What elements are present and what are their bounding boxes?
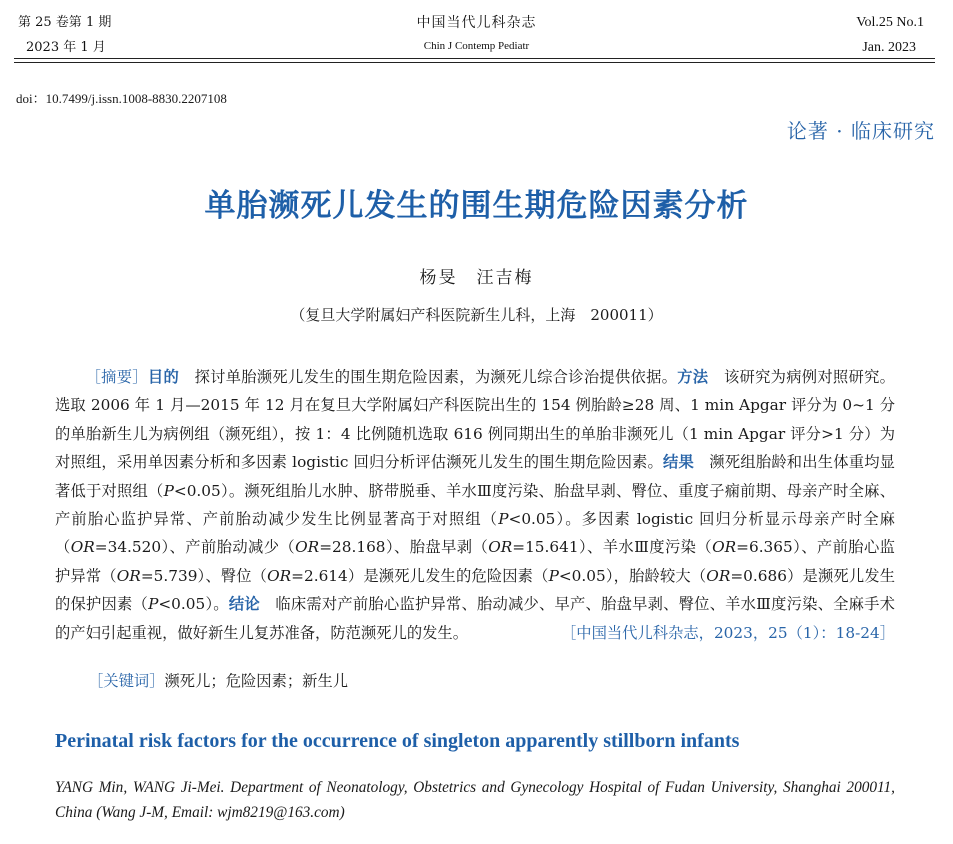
conclusions-text: 临床需对产前胎心监护异常、胎动减少、早产、胎盘早剥、臀位、羊水Ⅲ度污染、全麻手术的产妇引起重视，做好新生儿复苏准备，防范濒死儿的发生。 xyxy=(55,595,895,642)
abstract-label: ［摘要］ xyxy=(85,368,148,386)
methods-label: 方法 xyxy=(677,368,709,386)
or-symbol: OR xyxy=(70,538,95,557)
citation: ［中国当代儿科杂志，2023，25（1）：18-24］ xyxy=(560,623,895,642)
methods-text: 该研究为病例对照研究。选取 2006 年 1 月—2015 年 12 月在复旦大学附属妇产科医院出生的 154 例胎龄≥28 周、1 min Apgar 评分为 0~1 分的单胎新生儿为病例组（濒死组），按 1：4 比例随机选取 616 例同期出生的单胎非濒死儿（1 min Apgar 评分>1 分）为对照组，采用单因素分析和多因素 logistic 回归分析评估濒死儿发生的围生期危险因素。 xyxy=(55,368,895,472)
english-title: Perinatal risk factors for the occurrence of singleton apparently stillborn infants xyxy=(55,730,740,752)
journal-volume-en: Vol.25 No.1 xyxy=(856,15,924,30)
keywords xyxy=(88,668,348,694)
results-text: =15.641）、羊水Ⅲ度污染（ xyxy=(512,538,713,557)
p-symbol: P xyxy=(548,566,559,585)
p-symbol: P xyxy=(498,510,509,529)
keywords-label: ［关键词］ xyxy=(88,672,165,690)
header-rule-top xyxy=(14,58,935,59)
doi[interactable]: doi：10.7499/j.issn.1008-8830.2207108 xyxy=(16,91,227,106)
results-text: <0.05）。多因素 logistic 回归分析显示母亲产时全麻（ xyxy=(55,510,895,557)
conclusions-label: 结论 xyxy=(228,595,260,614)
results-label: 结果 xyxy=(663,453,694,472)
results-text: =5.739）、臀位（ xyxy=(140,566,268,585)
results-text: <0.05），胎龄较大（ xyxy=(558,566,707,585)
p-symbol: P xyxy=(148,595,159,614)
results-text: =6.365）、产前胎心监护异常（ xyxy=(55,538,895,585)
keywords-text: 濒死儿；危险因素；新生儿 xyxy=(164,672,349,690)
english-affiliation: YANG Min, WANG Ji-Mei. Department of Neonatology, Obstetrics and Gynecology Hospital of Fudan University, Shanghai 200011, China (Wang J-M, Email: wjm8219@163.com) xyxy=(55,779,895,821)
results-text: =2.614）是濒死儿发生的危险因素（ xyxy=(291,566,549,585)
authors: 杨旻 汪吉梅 xyxy=(419,268,534,288)
results-text: <0.05）。濒死组胎儿水肿、脐带脱垂、羊水Ⅲ度污染、胎盘早剥、臀位、重度子痫前期、母亲产时全麻、产前胎心监护异常、产前胎动减少发生比例显著高于对照组（ xyxy=(55,481,895,529)
objective-text: 探讨单胎濒死儿发生的围生期危险因素，为濒死儿综合诊治提供依据。 xyxy=(179,368,678,386)
journal-date-en: Jan. 2023 xyxy=(862,40,916,55)
or-symbol: OR xyxy=(116,566,141,585)
journal-date: 2023 年 1 月 xyxy=(26,40,106,55)
p-symbol: P xyxy=(163,481,174,500)
section-label: 论著 · 临床研究 xyxy=(786,119,935,143)
journal-name-cn: 中国当代儿科杂志 xyxy=(416,15,537,31)
article-title: 单胎濒死儿发生的围生期危险因素分析 xyxy=(204,188,749,224)
results-text: <0.05）。 xyxy=(158,595,229,614)
header-rule-bottom xyxy=(14,62,935,63)
results-text: 濒死组胎龄和出生体重均显著低于对照组（ xyxy=(55,453,895,500)
or-symbol: OR xyxy=(488,538,513,557)
or-symbol: OR xyxy=(712,538,737,557)
affiliation: （复旦大学附属妇产科医院新生儿科，上海 200011） xyxy=(290,306,663,324)
or-symbol: OR xyxy=(267,566,292,585)
or-symbol: OR xyxy=(295,538,320,557)
journal-volume-issue: 第 25 卷第 1 期 xyxy=(18,15,112,30)
results-text: =34.520）、产前胎动减少（ xyxy=(94,538,296,557)
abstract xyxy=(55,363,895,647)
results-text: =0.686）是濒死儿发生的保护因素（ xyxy=(55,566,895,614)
journal-name-en: Chin J Contemp Pediatr xyxy=(423,40,530,52)
or-symbol: OR xyxy=(706,566,731,585)
objective-label: 目的 xyxy=(147,368,180,386)
results-text: =28.168）、胎盘早剥（ xyxy=(319,538,489,557)
